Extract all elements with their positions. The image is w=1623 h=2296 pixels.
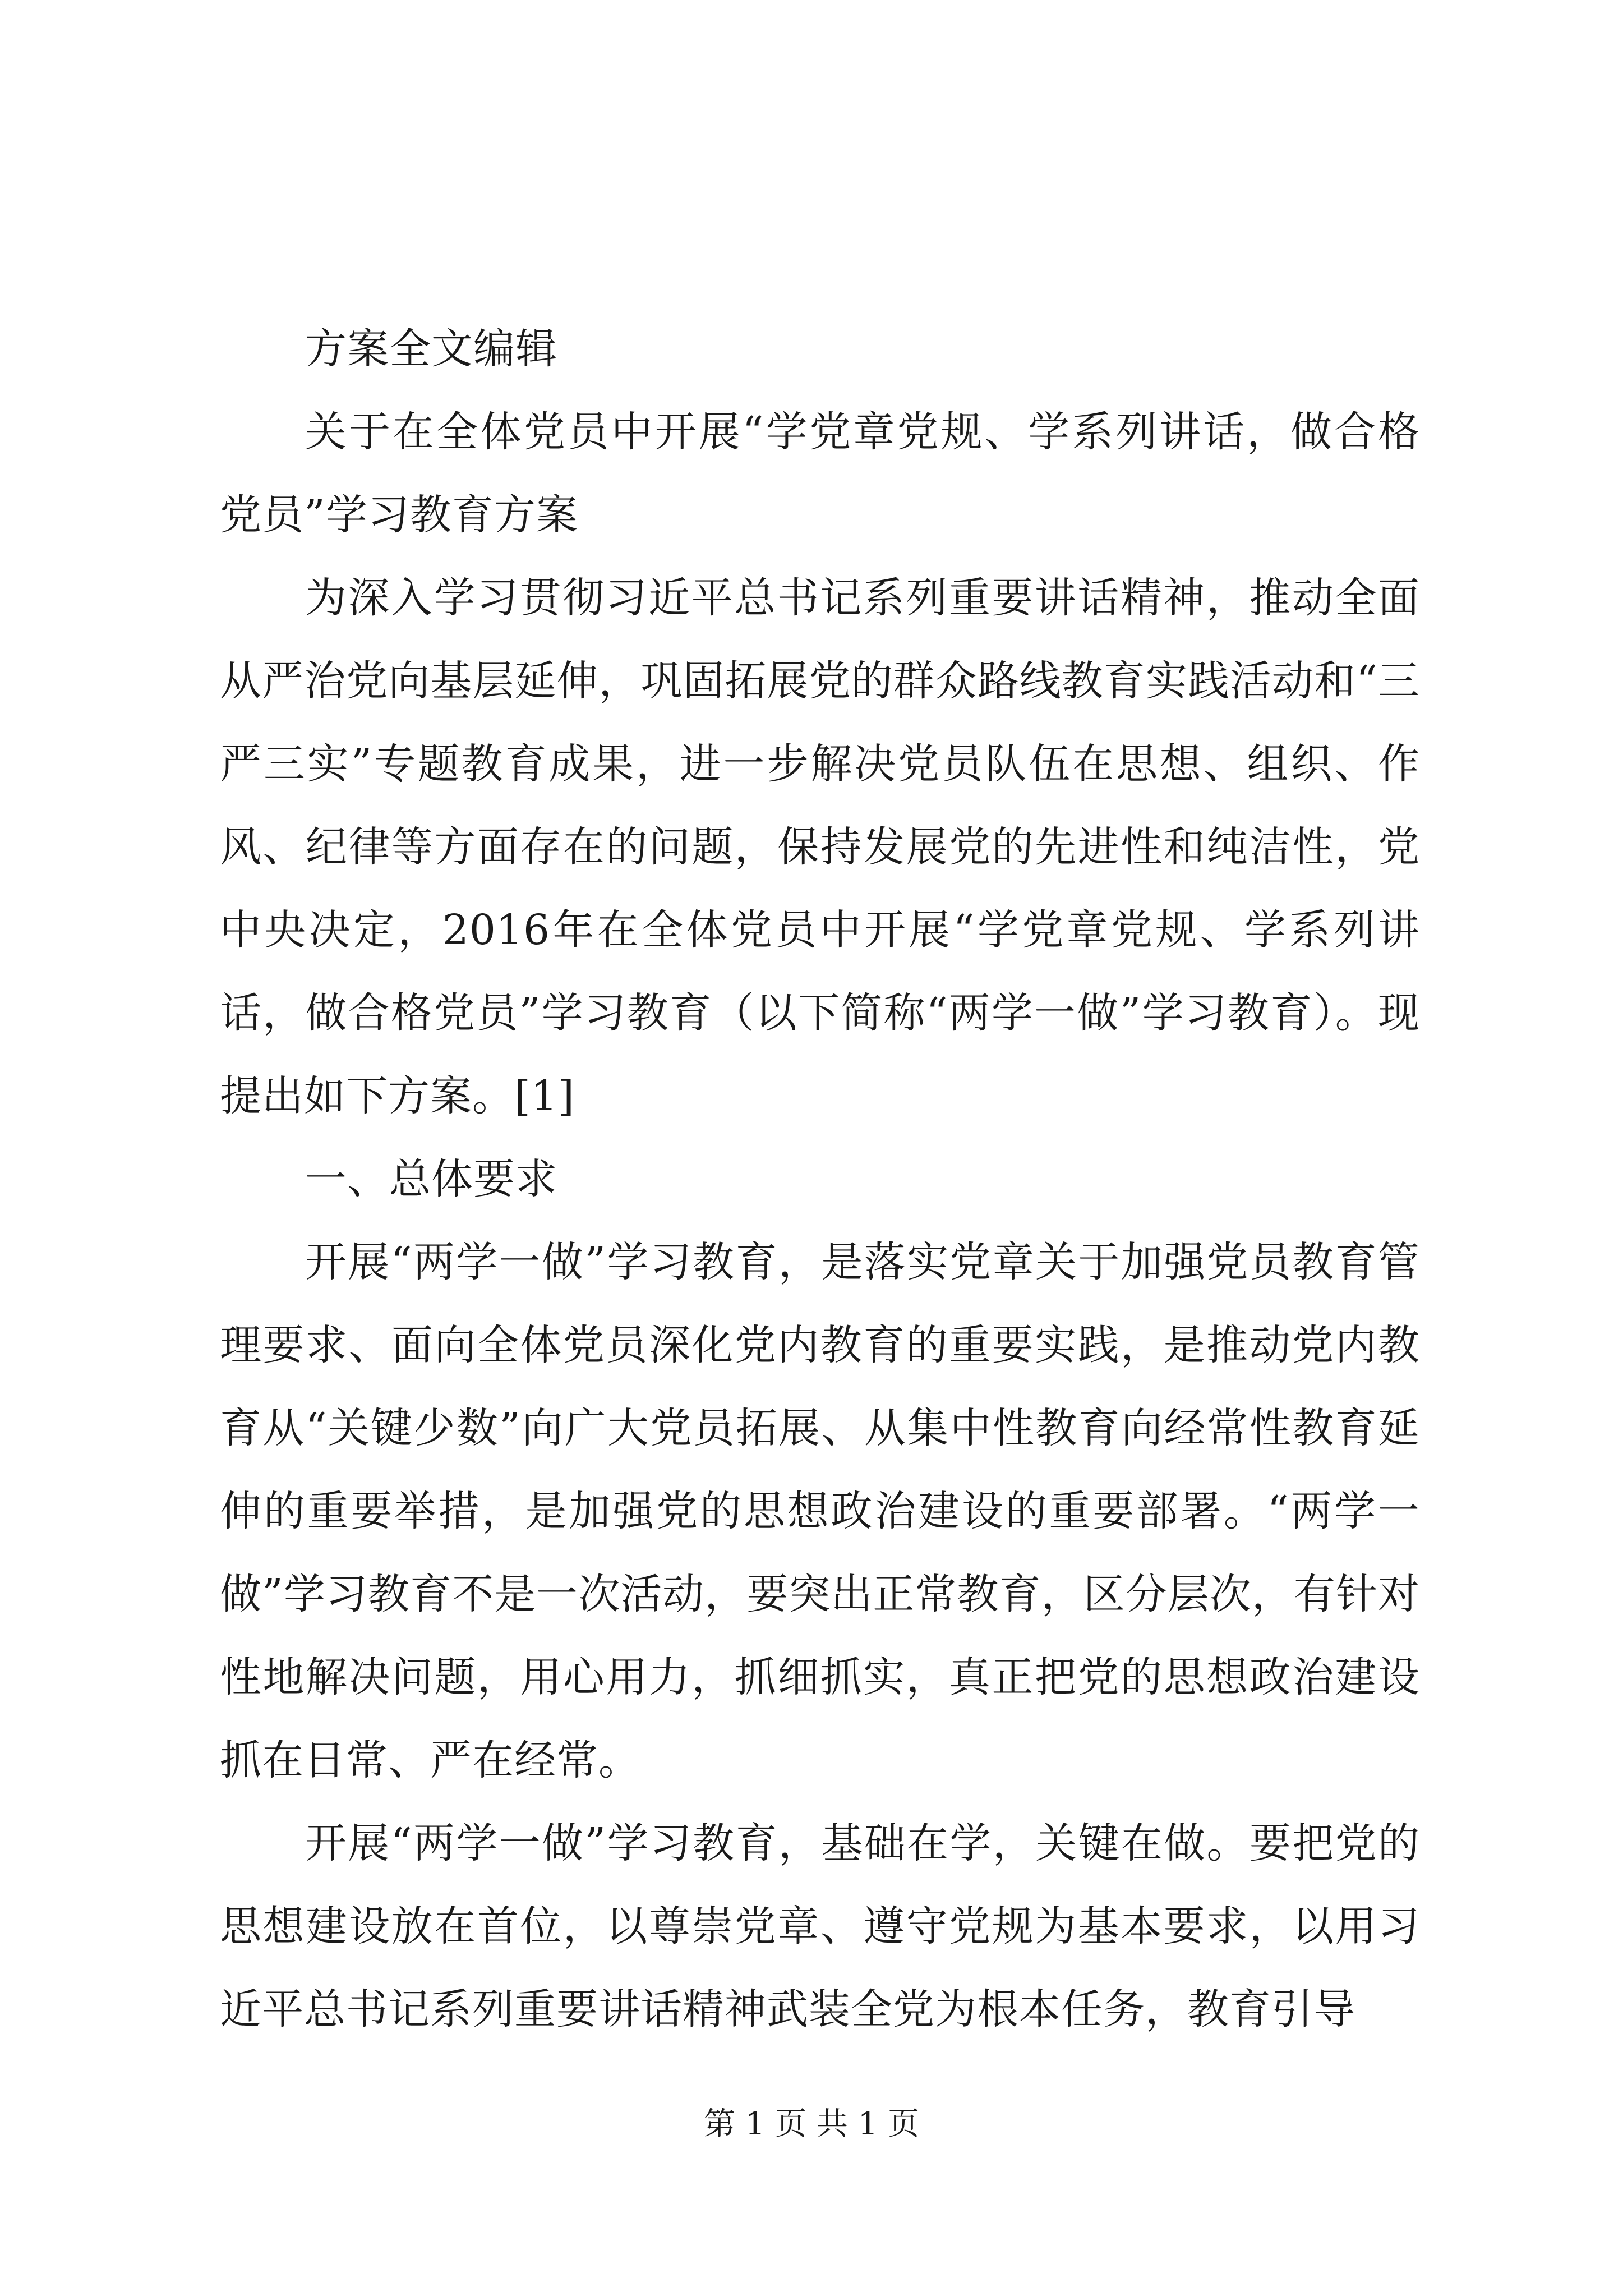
doc-heading: 方案全文编辑 [305, 325, 557, 373]
doc-title: 关于在全体党员中开展“学党章党规、学系列讲话，做合格党员”学习教育方案 [220, 408, 1420, 539]
page-footer: 第 1 页 共 1 页 [703, 2106, 920, 2142]
body-paragraph: 开展“两学一做”学习教育，基础在学，关键在做。要把党的思想建设放在首位，以尊崇党章、遵守党规为基本要求，以用习近平总书记系列重要讲话精神武装全党为根本任务，教育引导 [220, 1819, 1420, 2033]
document-body [220, 307, 1420, 2051]
body-paragraph: 开展“两学一做”学习教育，是落实党章关于加强党员教育管理要求、面向全体党员深化党内教育的重要实践，是推动党内教育从“关键少数”向广大党员拓展、从集中性教育向经常性教育延伸的重要举措，是加强党的思想政治建设的重要部署。“两学一做”学习教育不是一次活动，要突出正常教育，区分层次，有针对性地解决问题，用心用力，抓细抓实，真正把党的思想政治建设抓在日常、严在经常。 [220, 1238, 1420, 1784]
section-heading: 一、总体要求 [305, 1155, 557, 1203]
intro-paragraph: 为深入学习贯彻习近平总书记系列重要讲话精神，推动全面从严治党向基层延伸，巩固拓展党的群众路线教育实践活动和“三严三实”专题教育成果，进一步解决党员队伍在思想、组织、作风、纪律等方面存在的问题，保持发展党的先进性和纯洁性，党中央决定，2016年在全体党员中开展“学党章党规、学系列讲话，做合格党员”学习教育（以下简称“两学一做”学习教育）。现提出如下方案。[1] [220, 574, 1420, 1120]
